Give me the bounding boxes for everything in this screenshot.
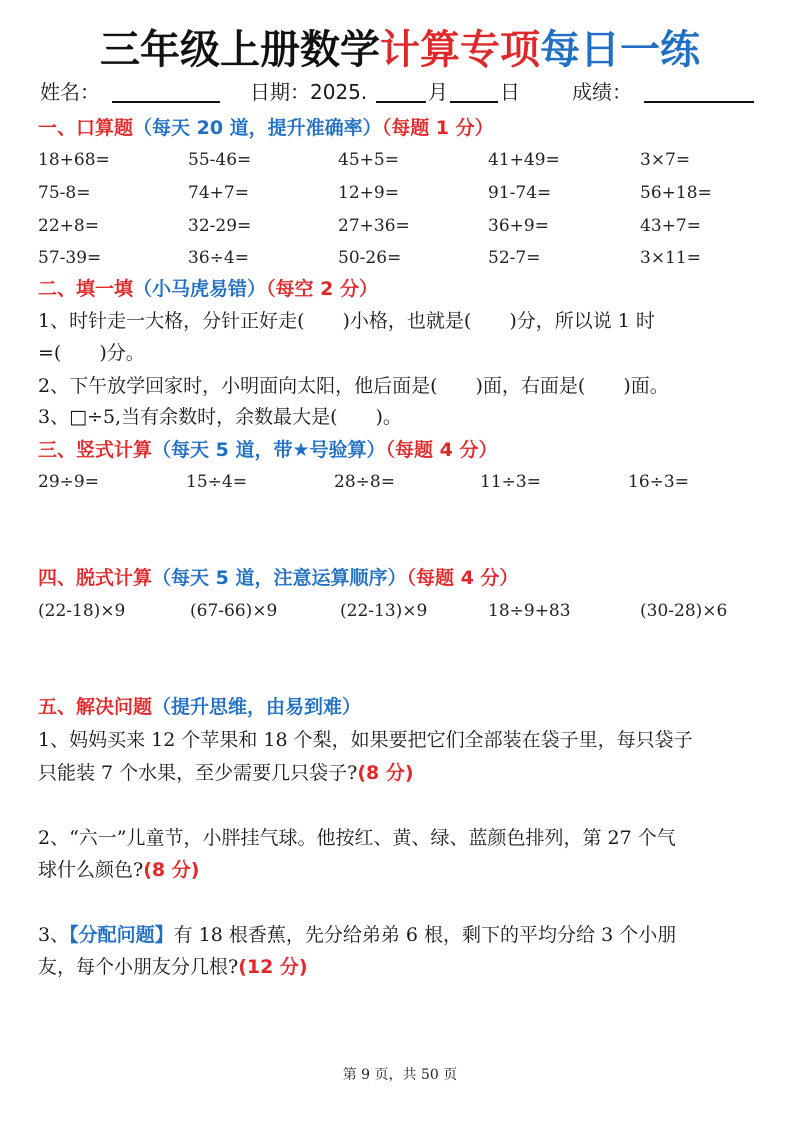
section4-score: （每题 4 分） [406,567,519,589]
word-problem-3-number: 3、 [38,924,70,946]
date-label: 日期：2025. [250,80,368,104]
word-problem-3-score: (12 分) [238,956,308,978]
section2-note: （小马虎易错） [133,278,267,300]
word-problem-1-line2 [38,758,768,789]
oral-item: 3×7= [640,150,691,170]
oral-item: 41+49= [488,150,560,170]
word-problem-2-line1: 2、“六一”儿童节，小胖挂气球。他按红、黄、绿、蓝颜色排列，第 27 个气 [38,827,676,849]
fill-question-1-line1: 1、时针走一大格，分针正好走( )小格，也就是( )分，所以说 1 时 [38,310,655,332]
section4-title: 四、脱式计算 [38,567,153,589]
section2-title: 二、填一填 [38,278,134,300]
student-info-row [40,78,760,108]
fill-question-3: 3、□÷5,当有余数时，余数最大是( )。 [38,406,402,428]
word-problem-3-tag: 【分配问题】 [69,924,174,946]
section4-heading [38,565,518,591]
oral-item: 22+8= [38,216,99,236]
oral-item: 55-46= [188,150,252,170]
oral-item: 74+7= [188,183,249,203]
vertical-calc-item: 28÷8= [334,472,395,492]
section2-heading [38,276,378,302]
oral-item: 27+36= [338,216,410,236]
oral-item: 52-7= [488,248,541,268]
section4-note: （每天 5 道，注意运算顺序） [152,567,407,589]
month-field[interactable] [376,78,426,106]
oral-item: 36÷4= [188,248,249,268]
fill-question-2: 2、下午放学回家时，小明面向太阳，他后面是( )面，右面是( )面。 [38,375,669,397]
vertical-calc-item: 15÷4= [186,472,247,492]
word-problem-3-text: 有 18 根香蕉，先分给弟弟 6 根，剩下的平均分给 3 个小朋 [173,924,677,946]
oral-item: 56+18= [640,183,712,203]
section5-heading [38,694,361,720]
section1-title: 一、口算题 [38,117,134,139]
oral-item: 91-74= [488,183,552,203]
fill-question-1-line2: =( )分。 [38,342,145,364]
vertical-calc-item: 29÷9= [38,472,99,492]
step-calc-item: (30-28)×6 [640,601,728,621]
section3-note: （每天 5 道，带★号验算） [152,439,386,461]
name-label: 姓名： [40,80,100,104]
score-label: 成绩： [572,80,632,104]
step-calc-item: (22-18)×9 [38,601,126,621]
oral-item: 57-39= [38,248,102,268]
vertical-calc-item: 11÷3= [480,472,541,492]
oral-item: 43+7= [640,216,701,236]
oral-item: 50-26= [338,248,402,268]
step-calc-item: 18÷9+83 [488,601,571,621]
section3-title: 三、竖式计算 [38,439,153,461]
word-problem-3-line2 [38,952,768,983]
word-problem-2-score: (8 分) [143,859,200,881]
section1-heading [38,115,494,141]
oral-item: 32-29= [188,216,252,236]
section1-note: （每天 20 道，提升准确率） [133,117,382,139]
step-calc-item: (67-66)×9 [190,601,278,621]
page-footer: 第 9 页，共 50 页 [342,1067,458,1083]
word-problem-3-text-cont: 友，每个小朋友分几根? [38,956,239,978]
section2-score: （每空 2 分） [266,278,378,300]
oral-item: 3×11= [640,248,701,268]
section5-note: （提升思维，由易到难） [152,696,362,718]
title-part-daily: 每日一练 [540,27,700,73]
day-label: 日 [500,80,520,104]
score-field[interactable] [644,78,754,106]
word-problem-1-text: 只能装 7 个水果，至少需要几只袋子? [38,762,358,784]
oral-item: 45+5= [338,150,399,170]
word-problem-1-score: (8 分) [357,762,414,784]
section5-title: 五、解决问题 [38,696,153,718]
title-part-grade: 三年级上册数学 [100,27,380,73]
section3-heading [38,437,497,463]
oral-item: 75-8= [38,183,91,203]
step-calc-item: (22-13)×9 [340,601,428,621]
word-problem-2-line2 [38,855,768,886]
section3-score: （每题 4 分） [385,439,498,461]
name-field[interactable] [112,78,220,106]
title-part-topic: 计算专项 [380,27,540,73]
word-problem-1-line1: 1、妈妈买来 12 个苹果和 18 个梨，如果要把它们全部装在袋子里，每只袋子 [38,729,693,751]
oral-item: 36+9= [488,216,549,236]
month-label: 月 [428,80,448,104]
word-problem-3-line1 [38,920,768,951]
oral-item: 12+9= [338,183,399,203]
page-title [0,26,800,74]
day-field[interactable] [450,78,498,106]
word-problem-2-text: 球什么颜色? [38,859,144,881]
vertical-calc-item: 16÷3= [628,472,689,492]
oral-item: 18+68= [38,150,110,170]
section1-score: （每题 1 分） [381,117,494,139]
